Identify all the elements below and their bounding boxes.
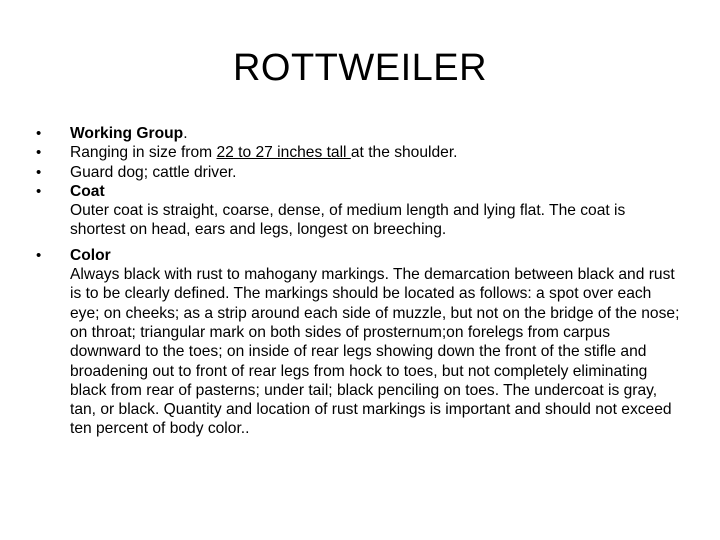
bullet-item-color: [36, 246, 680, 439]
bullet-item-role: [36, 163, 680, 182]
color-heading: Color: [70, 246, 111, 264]
bullet-dot-icon: •: [36, 144, 42, 162]
working-group-heading: Working Group: [70, 125, 184, 142]
bullet-dot-icon: •: [36, 182, 42, 200]
slide-title: ROTTWEILER: [232, 47, 488, 89]
color-description: Always black with rust to mahogany markings. The demarcation between black and rust is to be clearly defined. The markings should be located as follows: a spot over each eye; on cheeks; as a strip around each side of muzzle, but not on the bridge of the nose; on throat; triangular mark on both sides of prosternum;on forelegs from carpus downward to the toes; on inside of rear legs showing down the front of the stifle and broadening out to front of rear legs from hock to toes, but not completely eliminating black from rear of pasterns; under tail; black penciling on toes. The undercoat is gray, tan, or black. Quantity and location of rust markings is important and should not exceed ten percent of body color..: [70, 266, 680, 438]
coat-heading: Coat: [70, 182, 105, 200]
size-range-underlined: 22 to 27 inches tall: [216, 144, 351, 162]
coat-description: Outer coat is straight, coarse, dense, of medium length and lying flat. The coat is shortest on head, ears and legs, longest on breeching.: [70, 202, 626, 239]
size-text-end: at the shoulder.: [350, 144, 458, 162]
bullet-dot-icon: •: [36, 246, 42, 264]
working-group-period: .: [183, 125, 188, 142]
size-text-start: Ranging in size from: [70, 144, 217, 162]
bullet-item-size: [36, 143, 680, 162]
bullet-dot-icon: •: [36, 125, 42, 142]
bullet-item-working-group: [36, 124, 680, 143]
role-text: Guard dog; cattle driver.: [70, 163, 237, 181]
bullet-item-coat: [36, 182, 680, 240]
bullet-dot-icon: •: [36, 163, 42, 181]
bullet-list: [36, 124, 680, 439]
